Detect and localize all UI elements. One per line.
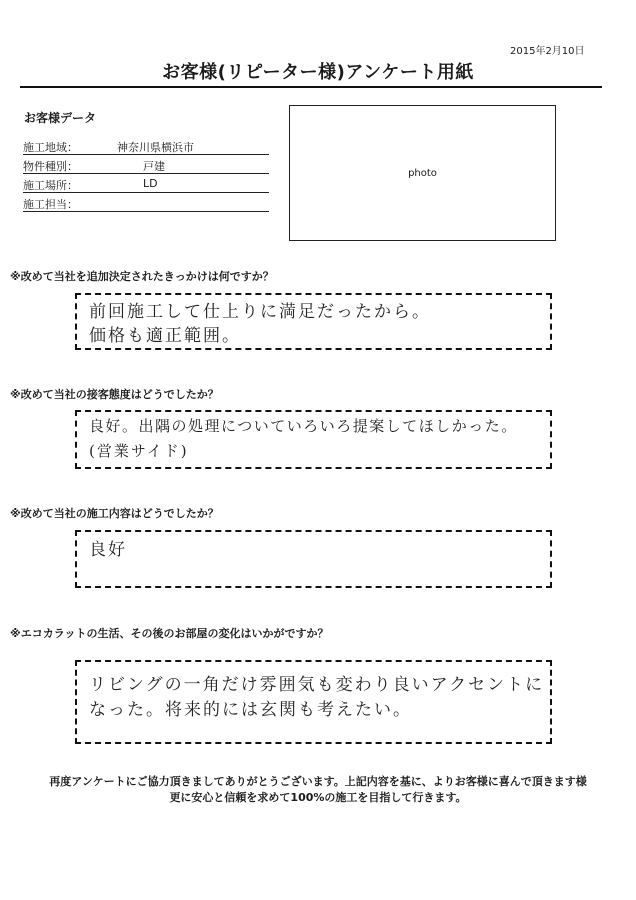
info-value: 神奈川県横浜市 — [117, 141, 194, 154]
answer-1-line-1: 前回施工して仕上りに満足だったから。 — [89, 302, 431, 322]
question-2: ※改めて当社の接客態度はどうでしたか？ — [10, 388, 219, 401]
customer-data-table — [23, 136, 269, 212]
customer-data-heading: お客様データ — [24, 111, 97, 125]
answer-4-line-1: リビングの一角だけ雰囲気も変わり良いアクセントに — [89, 675, 545, 695]
question-1: ※改めて当社を追加決定されたきっかけは何ですか？ — [10, 270, 274, 283]
info-label: 施工担当： — [23, 198, 78, 211]
answer-box-3 — [75, 530, 552, 588]
answer-3-line-1: 良好 — [89, 540, 127, 560]
date: 2015年2月10日 — [510, 46, 585, 57]
answer-1-line-2: 価格も適正範囲。 — [89, 326, 241, 346]
info-row-type — [23, 155, 269, 174]
info-value: 戸建 — [143, 160, 165, 173]
info-label: 施工場所： — [23, 179, 78, 192]
answer-2-line-1: 良好。出隅の処理についていろいろ提案してほしかった。 — [89, 417, 518, 435]
footer-line-2: 更に安心と信頼を求めて100%の施工を目指して行きます。 — [169, 791, 467, 804]
photo-label: photo — [408, 168, 437, 179]
title-underline — [20, 86, 602, 88]
photo-box — [289, 105, 556, 241]
answer-box-2 — [75, 410, 552, 469]
page-title: お客様(リピーター様)アンケート用紙 — [162, 62, 474, 83]
question-3: ※改めて当社の施工内容はどうでしたか？ — [10, 507, 219, 520]
info-row-staff — [23, 193, 269, 212]
info-row-location — [23, 174, 269, 193]
answer-box-4 — [75, 660, 552, 744]
answer-4-line-2: なった。将来的には玄関も考えたい。 — [89, 700, 412, 720]
answer-box-1 — [75, 293, 552, 350]
answer-2-line-2: (営業サイド) — [89, 442, 189, 460]
footer-line-1: 再度アンケートにご協力頂きましてありがとうございます。上記内容を基に、よりお客様に喜んで頂きます様 — [49, 775, 587, 788]
info-row-area — [23, 136, 269, 155]
info-label: 物件種別： — [23, 160, 78, 173]
info-label: 施工地域： — [23, 141, 78, 154]
info-value: LD — [143, 177, 158, 190]
question-4: ※エコカラットの生活、その後のお部屋の変化はいかがですか？ — [10, 627, 329, 640]
